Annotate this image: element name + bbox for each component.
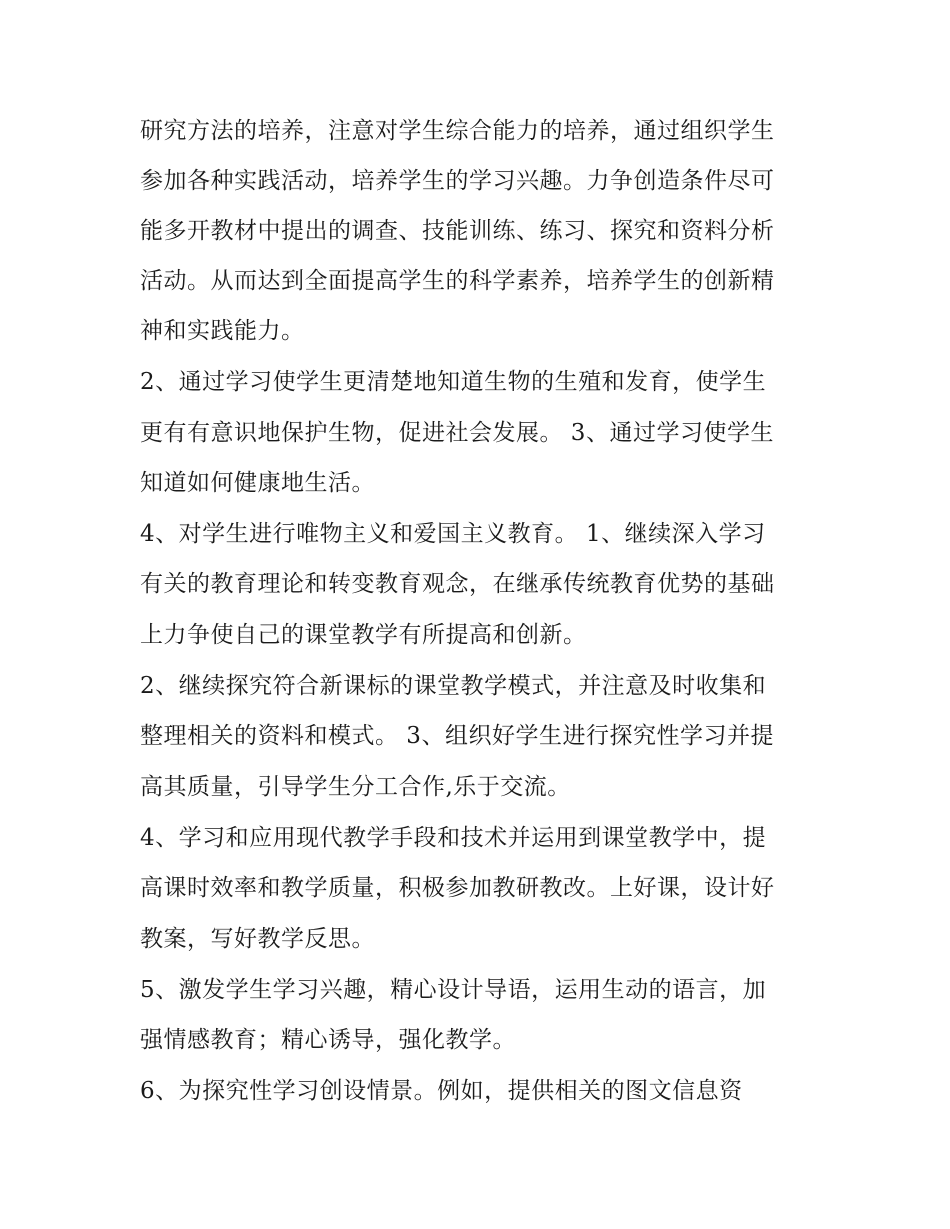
text-line: 4、学习和应用现代教学手段和技术并运用到课堂教学中，提 (140, 825, 767, 851)
text-line: 知道如何健康地生活。 (140, 470, 375, 496)
text-line: 能多开教材中提出的调查、技能训练、练习、探究和资料分析 (140, 218, 775, 244)
text-line: 4、对学生进行唯物主义和爱国主义教育。 1、继续深入学习 (140, 521, 766, 547)
text-line: 强情感教育；精心诱导，强化教学。 (140, 1027, 516, 1053)
text-line: 整理相关的资料和模式。 3、组织好学生进行探究性学习并提 (140, 723, 774, 749)
text-line: 参加各种实践活动，培养学生的学习兴趣。力争创造条件尽可 (140, 168, 775, 194)
text-line: 2、通过学习使学生更清楚地知道生物的生殖和发育，使学生 (140, 369, 767, 395)
text-line: 6、为探究性学习创设情景。例如，提供相关的图文信息资 (140, 1078, 743, 1104)
text-line: 5、激发学生学习兴趣，精心设计导语，运用生动的语言，加 (140, 977, 767, 1003)
text-line: 有关的教育理论和转变教育观念，在继承传统教育优势的基础 (140, 571, 775, 597)
text-line: 上力争使自己的课堂教学有所提高和创新。 (140, 622, 587, 648)
text-line: 教案，写好教学反思。 (140, 926, 375, 952)
text-line: 高其质量，引导学生分工合作,乐于交流。 (140, 774, 571, 800)
text-line: 神和实践能力。 (140, 318, 305, 344)
text-line: 活动。从而达到全面提高学生的科学素养，培养学生的创新精 (140, 268, 775, 294)
text-line: 研究方法的培养，注意对学生综合能力的培养，通过组织学生 (140, 118, 775, 144)
text-line: 2、继续探究符合新课标的课堂教学模式，并注意及时收集和 (140, 673, 767, 699)
text-line: 更有有意识地保护生物，促进社会发展。 3、通过学习使学生 (140, 420, 774, 446)
text-line: 高课时效率和教学质量，积极参加教研教改。上好课，设计好 (140, 875, 775, 901)
